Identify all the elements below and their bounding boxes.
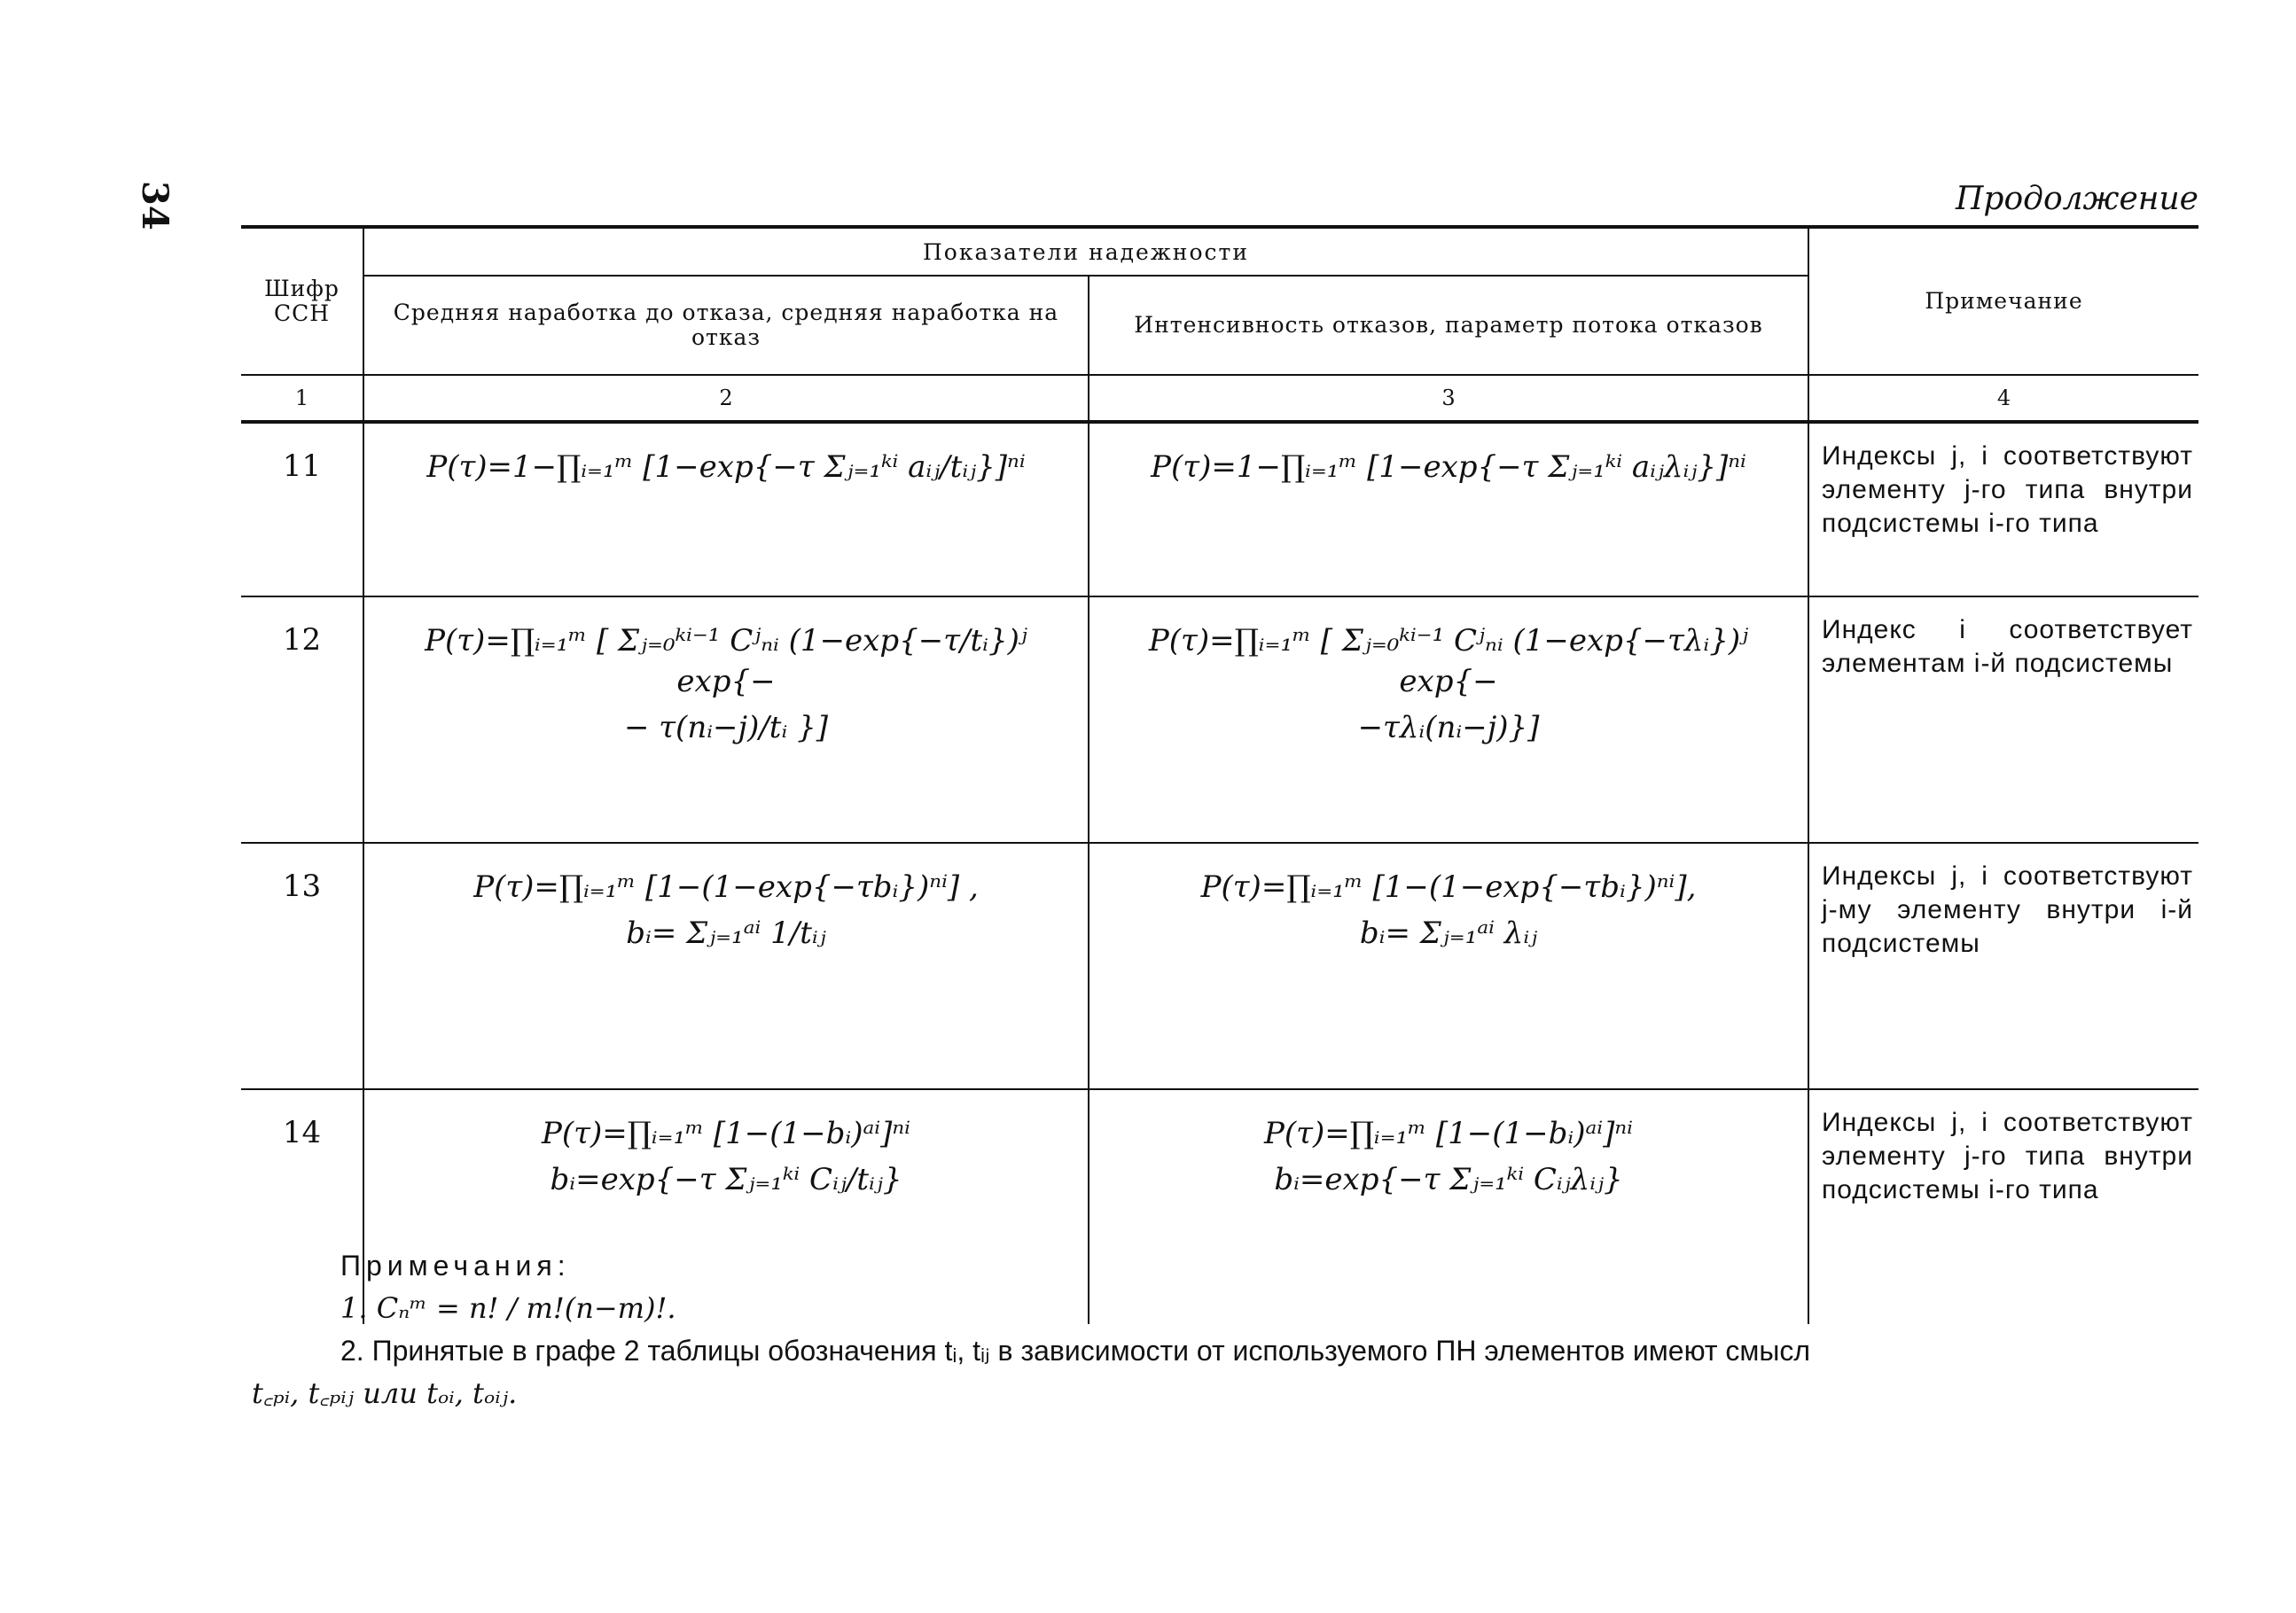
row-note: Индекс i соответствует элементам i-й подсистемы <box>1808 596 2198 843</box>
table-row <box>241 422 2198 596</box>
column-number: 4 <box>1808 375 2198 422</box>
formula-mtbf <box>363 596 1089 843</box>
formula-line: −τλᵢ(nᵢ−j)}] <box>1357 710 1540 745</box>
column-number: 3 <box>1089 375 1808 422</box>
formula-failure-rate <box>1089 843 1808 1089</box>
reliability-table-wrapper <box>241 225 2198 1324</box>
note-item-1: 1. Cₙᵐ = n! / m!(n−m)!. <box>340 1291 676 1325</box>
header-mtbf: Средняя наработка до отказа, средняя наработка на отказ <box>363 276 1089 375</box>
formula-failure-rate <box>1089 596 1808 843</box>
formula-line: P(τ)=∏ᵢ₌₁ᵐ [1−(1−exp{−τbᵢ})ⁿⁱ] , <box>473 869 979 905</box>
row-note: Индексы j, i соответствуют элементу j-го типа внутри подсистемы i-го типа <box>1808 422 2198 596</box>
table-row <box>241 843 2198 1089</box>
continued-label: Продолжение <box>1956 181 2198 217</box>
formula-line: bᵢ=exp{−τ Σⱼ₌₁ᵏⁱ Cᵢⱼλᵢⱼ} <box>1274 1162 1623 1197</box>
row-code: 12 <box>241 596 363 843</box>
row-code: 11 <box>241 422 363 596</box>
header-reliability-indicators: Показатели надежности <box>363 227 1808 276</box>
header-note: Примечание <box>1808 227 2198 375</box>
formula-line: P(τ)=∏ᵢ₌₁ᵐ [ Σⱼ₌₀ᵏⁱ⁻¹ Cʲₙᵢ (1−exp{−τ/tᵢ})ʲ exp{− <box>425 623 1027 699</box>
formula-line: P(τ)=∏ᵢ₌₁ᵐ [1−(1−exp{−τbᵢ})ⁿⁱ], <box>1200 869 1697 905</box>
row-code: 14 <box>241 1089 363 1324</box>
row-note: Индексы j, i соответствуют j-му элементу внутри i-й подсистемы <box>1808 843 2198 1089</box>
formula-line: P(τ)=1−∏ᵢ₌₁ᵐ [1−exp{−τ Σⱼ₌₁ᵏⁱ aᵢⱼλᵢⱼ}]ⁿⁱ <box>1151 449 1746 485</box>
notes-section <box>252 1244 2202 1414</box>
notes-title: Примечания: <box>340 1250 571 1282</box>
formula-mtbf <box>363 422 1089 596</box>
row-code: 13 <box>241 843 363 1089</box>
formula-line: − τ(nᵢ−j)/tᵢ }] <box>623 710 829 745</box>
table-row <box>241 596 2198 843</box>
formula-line: P(τ)=∏ᵢ₌₁ᵐ [1−(1−bᵢ)ᵃⁱ]ⁿⁱ <box>542 1116 910 1151</box>
formula-line: P(τ)=∏ᵢ₌₁ᵐ [ Σⱼ₌₀ᵏⁱ⁻¹ Cʲₙᵢ (1−exp{−τλᵢ})ʲ exp{− <box>1148 623 1749 699</box>
note-item-2-continuation: t꜀ₚᵢ, t꜀ₚᵢⱼ или tₒᵢ, tₒᵢⱼ. <box>252 1376 518 1410</box>
formula-line: bᵢ= Σⱼ₌₁ᵃⁱ λᵢⱼ <box>1359 916 1538 951</box>
row-note: Индексы j, i соответствуют элементу j-го типа внутри подсистемы i-го типа <box>1808 1089 2198 1324</box>
column-number: 2 <box>363 375 1089 422</box>
formula-line: bᵢ= Σⱼ₌₁ᵃⁱ 1/tᵢⱼ <box>626 916 826 951</box>
page-number: 34 <box>134 181 176 230</box>
formula-mtbf <box>363 843 1089 1089</box>
note-item-2: 2. Принятые в графе 2 таблицы обозначения tᵢ, tᵢⱼ в зависимости от используемого ПН элементов имеют смысл <box>340 1335 1811 1367</box>
header-code: Шифр ССН <box>241 227 363 375</box>
formula-failure-rate <box>1089 422 1808 596</box>
formula-line: P(τ)=∏ᵢ₌₁ᵐ [1−(1−bᵢ)ᵃⁱ]ⁿⁱ <box>1264 1116 1633 1151</box>
column-number: 1 <box>241 375 363 422</box>
reliability-table <box>241 225 2198 1324</box>
formula-line: P(τ)=1−∏ᵢ₌₁ᵐ [1−exp{−τ Σⱼ₌₁ᵏⁱ aᵢⱼ/tᵢⱼ}]ⁿⁱ <box>426 449 1026 485</box>
header-failure-rate: Интенсивность отказов, параметр потока отказов <box>1089 276 1808 375</box>
formula-line: bᵢ=exp{−τ Σⱼ₌₁ᵏⁱ Cᵢⱼ/tᵢⱼ} <box>550 1162 902 1197</box>
